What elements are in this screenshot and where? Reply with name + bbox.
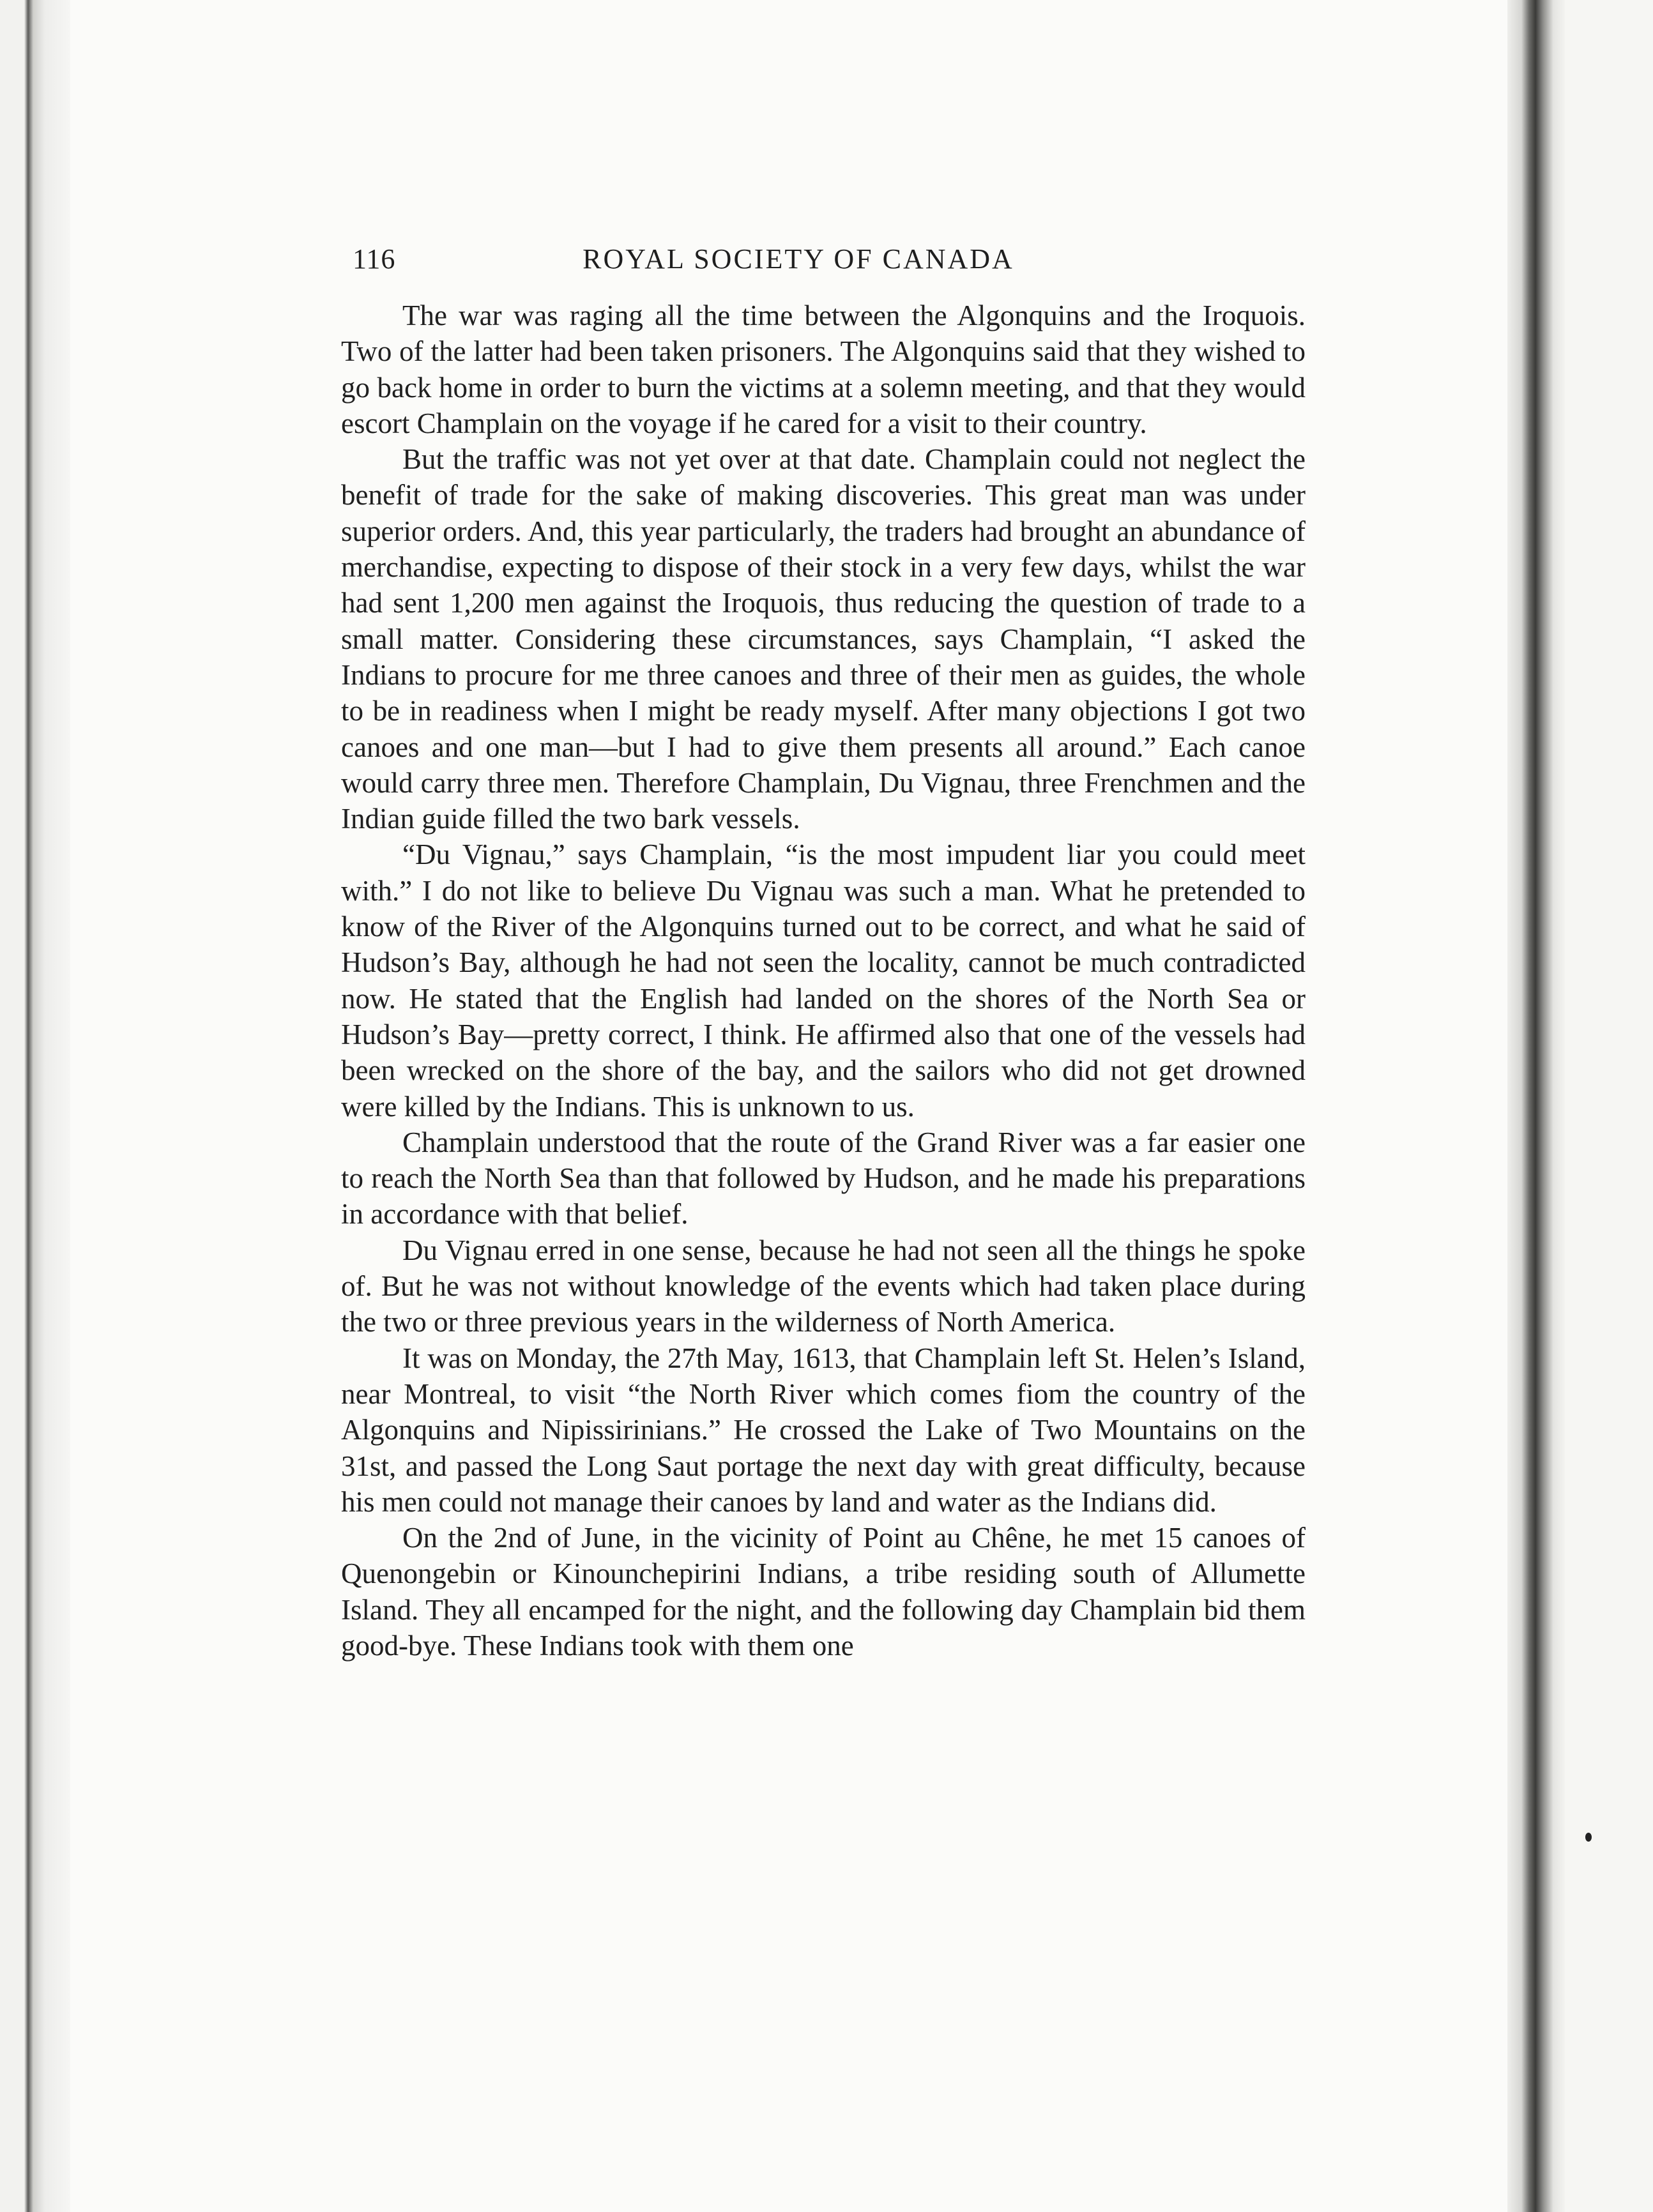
paragraph: “Du Vignau,” says Champlain, “is the most impudent liar you could meet with.” I do not like to believe Du Vignau was such a man. What he pretended to know of the River of the Algonquins turned out to be correct, and what he said of Hudson’s Bay, although he had not seen the locality, cannot be much contradicted now. He stated that the English had landed on the shores of the North Sea or Hudson’s Bay—pretty correct, I think. He affirmed also that one of the vessels had been wrecked on the shore of the bay, and the sailors who did not get drowned were killed by the Indians. This is unknown to us. <box>341 838 1306 1123</box>
paragraph: Champlain understood that the route of the Grand River was a far easier one to reach the North Sea than that followed by Hudson, and he made his preparations in accordance with that belief. <box>341 1126 1306 1231</box>
body-text <box>341 298 1306 1894</box>
paragraph: The war was raging all the time between the Algonquins and the Iroquois. Two of the latter had been taken prisoners. The Algonquins said that they wished to go back home in order to burn the victims at a solemn meeting, and that they would escort Champlain on the voyage if he cared for a visit to their country. <box>341 299 1306 439</box>
book-left-edge <box>0 0 70 2212</box>
page-header <box>281 243 1316 281</box>
facing-page-edge <box>1565 0 1653 2212</box>
paragraph: On the 2nd of June, in the vicinity of Point au Chêne, he met 15 canoes of Quenongebin or Kinounchepirini Indians, a tribe residing south of Allumette Island. They all encamped for the night, and the following day Champlain bid them good-bye. These Indians took with them one <box>341 1522 1306 1662</box>
paragraph: Du Vignau erred in one sense, because he had not seen all the things he spoke of. But he was not without knowledge of the events which had taken place during the two or three previous years in the wilderness of North America. <box>341 1234 1306 1338</box>
book-spine <box>1507 0 1565 2212</box>
paragraph: But the traffic was not yet over at that date. Champlain could not neglect the benefit of trade for the sake of making discoveries. This great man was under superior orders. And, this year particularly, the traders had brought an abundance of merchandise, expecting to dispose of their stock in a very few days, whilst the war had sent 1,200 men against the Iroquois, thus reducing the question of trade to a small matter. Considering these circumstances, says Champlain, “I asked the Indians to procure for me three canoes and three of their men as guides, the whole to be in readiness when I might be ready myself. After many objections I got two canoes and one man—but I had to give them presents all around.” Each canoe would carry three men. Therefore Champlain, Du Vignau, three Frenchmen and the Indian guide filled the two bark vessels. <box>341 443 1306 835</box>
page-number: 116 <box>353 243 396 275</box>
ink-speck <box>1585 1833 1592 1842</box>
paragraph: It was on Monday, the 27th May, 1613, that Champlain left St. Helen’s Island, near Montreal, to visit “the North River which comes fiom the country of the Algonquins and Nipissirinians.” He crossed the Lake of Two Mountains on the 31st, and passed the Long Saut portage the next day with great difficulty, because his men could not manage their canoes by land and water as the Indians did. <box>341 1342 1306 1518</box>
running-head: ROYAL SOCIETY OF CANADA <box>583 243 1014 275</box>
